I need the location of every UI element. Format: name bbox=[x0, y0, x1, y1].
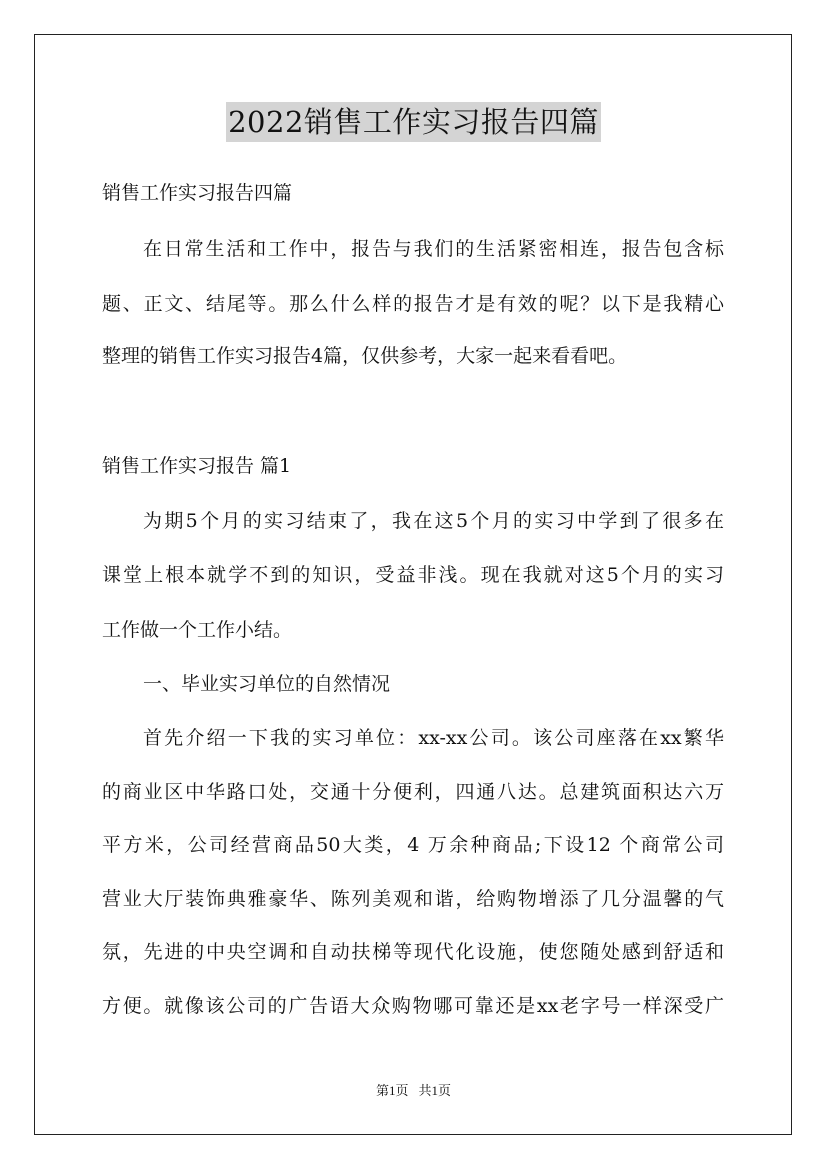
para1-line-3: 工作做一个工作小结。 bbox=[102, 619, 293, 641]
para2-line-3: 平方米，公司经营商品50大类，4 万余种商品;下设12 个商常公司 bbox=[102, 834, 724, 856]
para2-line-5: 氛，先进的中央空调和自动扶梯等现代化设施，使您随处感到舒适和 bbox=[102, 941, 724, 963]
section-heading: 销售工作实习报告 篇1 bbox=[102, 455, 292, 477]
page-number-current: 第1页 bbox=[375, 1083, 409, 1098]
subheading: 一、毕业实习单位的自然情况 bbox=[143, 673, 391, 695]
page-number-total: 共1页 bbox=[418, 1083, 452, 1098]
title-container bbox=[0, 102, 827, 142]
para2-line-2: 的商业区中华路口处，交通十分便利，四通八达。总建筑面积达六万 bbox=[102, 781, 724, 803]
para2-line-6: 方便。就像该公司的广告语大众购物哪可靠还是xx老字号一样深受广 bbox=[102, 995, 724, 1017]
document-title: 2022销售工作实习报告四篇 bbox=[226, 102, 601, 142]
para2-line-1: 首先介绍一下我的实习单位：xx-xx公司。该公司座落在xx繁华 bbox=[143, 727, 724, 749]
document-subtitle: 销售工作实习报告四篇 bbox=[102, 182, 293, 204]
intro-line-1: 在日常生活和工作中，报告与我们的生活紧密相连，报告包含标 bbox=[143, 238, 724, 260]
para1-line-2: 课堂上根本就学不到的知识，受益非浅。现在我就对这5个月的实习 bbox=[102, 564, 724, 586]
para1-line-1: 为期5个月的实习结束了，我在这5个月的实习中学到了很多在 bbox=[143, 510, 724, 532]
page-footer bbox=[0, 1082, 827, 1100]
para2-line-4: 营业大厅装饰典雅豪华、陈列美观和谐，给购物增添了几分温馨的气 bbox=[102, 888, 724, 910]
intro-line-3: 整理的销售工作实习报告4篇，仅供参考，大家一起来看看吧。 bbox=[102, 345, 628, 367]
intro-line-2: 题、正文、结尾等。那么什么样的报告才是有效的呢？以下是我精心 bbox=[102, 293, 724, 315]
